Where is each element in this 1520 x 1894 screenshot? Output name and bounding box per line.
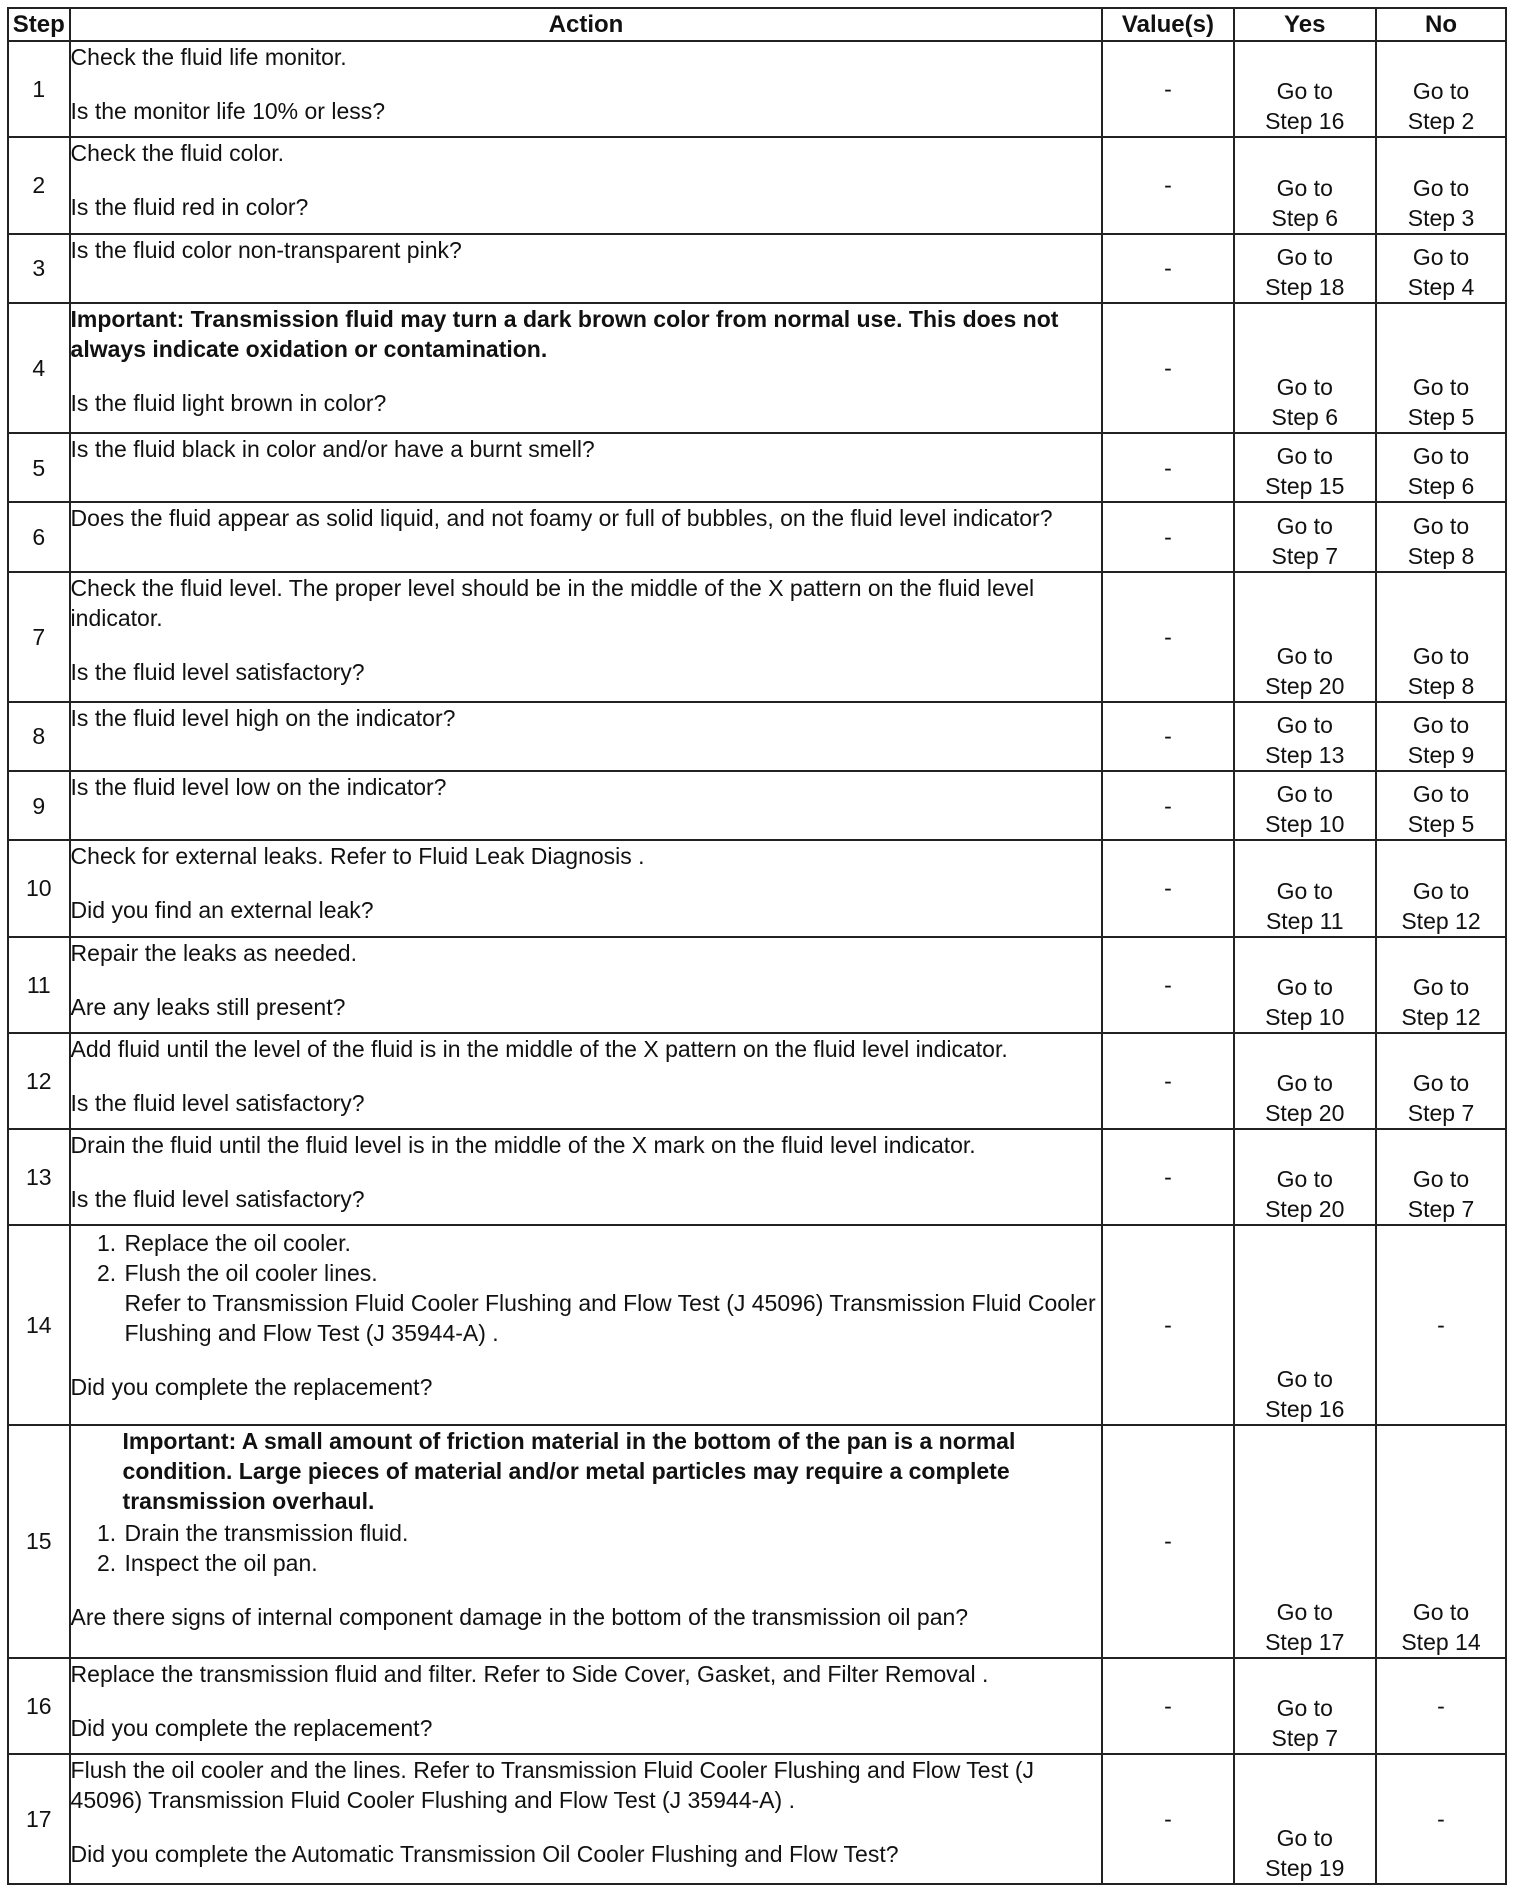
no-cell: - [1376, 1658, 1506, 1754]
no-cell [1376, 1425, 1506, 1658]
action-question: Is the fluid light brown in color? [70, 389, 387, 416]
action-question: Did you find an external leak? [70, 897, 374, 924]
yes-step: Step 13 [1265, 741, 1345, 768]
action-cell [70, 1425, 1103, 1658]
yes-cell [1234, 1425, 1377, 1658]
no-goto: Go to [1412, 174, 1470, 201]
action-cell [70, 702, 1103, 771]
yes-step: Step 18 [1265, 273, 1345, 300]
no-step: Step 8 [1407, 542, 1475, 569]
yes-cell [1234, 303, 1377, 433]
action-text: Replace the transmission fluid and filter. Refer to Side Cover, Gasket, and Filter Removal . [70, 1660, 989, 1687]
action-question: Is the fluid red in color? [70, 194, 309, 221]
yes-cell [1234, 433, 1377, 502]
list-note: Refer to Transmission Fluid Cooler Flushing and Flow Test (J 45096) Transmission Fluid Cooler Flushing and Flow Test (J 35944-A) . [124, 1290, 1096, 1347]
action-cell [70, 433, 1103, 502]
value-cell: - [1102, 234, 1233, 303]
yes-step: Step 19 [1265, 1855, 1345, 1881]
table-row [8, 1225, 1506, 1424]
table-row [8, 1425, 1506, 1658]
yes-goto: Go to [1276, 1598, 1333, 1625]
step-number: 17 [8, 1754, 70, 1884]
step-number: 16 [8, 1658, 70, 1754]
no-step: Step 12 [1401, 1003, 1481, 1030]
yes-cell [1234, 572, 1377, 702]
no-goto: Go to [1412, 642, 1470, 669]
action-question: Are there signs of internal component damage in the bottom of the transmission oil pan? [70, 1603, 969, 1630]
no-cell [1376, 502, 1506, 571]
no-goto: Go to [1412, 512, 1470, 539]
action-question: Did you complete the replacement? [70, 1714, 433, 1741]
action-cell [70, 1129, 1103, 1225]
step-number: 8 [8, 702, 70, 771]
step-number: 9 [8, 771, 70, 840]
yes-goto: Go to [1276, 1365, 1333, 1392]
action-cell [70, 1658, 1103, 1754]
action-cell [70, 41, 1103, 137]
step-number: 4 [8, 303, 70, 433]
no-goto: Go to [1412, 781, 1470, 808]
yes-step: Step 20 [1265, 1196, 1345, 1223]
important-note: Important: A small amount of friction material in the bottom of the pan is a normal condition. Large pieces of material and/or metal particles may require a complete transmission overhaul. [122, 1427, 1016, 1514]
action-cell [70, 572, 1103, 702]
action-question: Is the fluid level satisfactory? [70, 1186, 365, 1213]
no-step: Step 6 [1407, 473, 1475, 500]
table-row [8, 572, 1506, 702]
no-cell [1376, 137, 1506, 233]
yes-goto: Go to [1276, 512, 1333, 539]
value-cell: - [1102, 1225, 1233, 1424]
action-question: Did you complete the replacement? [70, 1374, 433, 1401]
no-step: Step 5 [1407, 811, 1475, 838]
step-number: 1 [8, 41, 70, 137]
header-yes: Yes [1234, 8, 1377, 41]
value-cell: - [1102, 1425, 1233, 1658]
no-goto: Go to [1412, 243, 1470, 270]
no-goto: Go to [1412, 877, 1470, 904]
step-number: 10 [8, 840, 70, 936]
header-row [8, 8, 1506, 41]
no-goto: Go to [1412, 373, 1470, 400]
no-step: Step 4 [1407, 273, 1475, 300]
yes-cell [1234, 502, 1377, 571]
action-question: Is the fluid level low on the indicator? [70, 773, 447, 800]
action-text: Check for external leaks. Refer to Fluid Leak Diagnosis . [70, 843, 645, 870]
action-question: Does the fluid appear as solid liquid, and not foamy or full of bubbles, on the fluid level indicator? [70, 505, 1053, 532]
yes-step: Step 20 [1265, 1100, 1345, 1127]
step-number: 14 [8, 1225, 70, 1424]
yes-cell [1234, 41, 1377, 137]
no-goto: Go to [1412, 973, 1470, 1000]
no-step: Step 7 [1407, 1196, 1475, 1223]
value-cell: - [1102, 771, 1233, 840]
yes-step: Step 15 [1265, 473, 1345, 500]
yes-cell [1234, 1754, 1377, 1884]
table-row [8, 433, 1506, 502]
action-question: Is the fluid level high on the indicator? [70, 704, 456, 731]
no-cell [1376, 572, 1506, 702]
yes-step: Step 10 [1265, 811, 1345, 838]
no-step: Step 3 [1407, 204, 1475, 231]
yes-step: Step 16 [1265, 1395, 1345, 1422]
table-row [8, 702, 1506, 771]
no-goto: Go to [1412, 1598, 1470, 1625]
action-text: Add fluid until the level of the fluid is in the middle of the X pattern on the fluid level indicator. [70, 1035, 1008, 1062]
yes-step: Step 6 [1271, 204, 1338, 231]
yes-step: Step 6 [1271, 403, 1338, 430]
no-goto: Go to [1412, 1070, 1470, 1097]
no-cell [1376, 234, 1506, 303]
action-question: Did you complete the Automatic Transmission Oil Cooler Flushing and Flow Test? [70, 1840, 899, 1867]
no-goto: Go to [1412, 1166, 1470, 1193]
value-cell: - [1102, 433, 1233, 502]
action-cell [70, 937, 1103, 1033]
value-cell: - [1102, 41, 1233, 137]
table-row [8, 234, 1506, 303]
table-row [8, 1033, 1506, 1129]
action-cell [70, 1033, 1103, 1129]
action-question: Are any leaks still present? [70, 993, 346, 1020]
no-cell [1376, 1033, 1506, 1129]
no-cell [1376, 702, 1506, 771]
table-row [8, 1754, 1506, 1884]
yes-cell [1234, 234, 1377, 303]
no-step: Step 12 [1401, 907, 1481, 934]
no-goto: Go to [1412, 443, 1470, 470]
yes-step: Step 17 [1265, 1628, 1345, 1655]
yes-goto: Go to [1276, 1825, 1333, 1851]
table-row [8, 303, 1506, 433]
no-cell [1376, 771, 1506, 840]
table-row [8, 502, 1506, 571]
yes-step: Step 20 [1265, 672, 1345, 699]
step-number: 13 [8, 1129, 70, 1225]
yes-goto: Go to [1276, 373, 1333, 400]
yes-cell [1234, 1129, 1377, 1225]
yes-step: Step 10 [1265, 1003, 1345, 1030]
action-cell [70, 1754, 1103, 1884]
no-goto: Go to [1412, 78, 1470, 105]
table-row [8, 41, 1506, 137]
no-cell [1376, 1129, 1506, 1225]
header-values: Value(s) [1102, 8, 1233, 41]
table-row [8, 1658, 1506, 1754]
step-number: 15 [8, 1425, 70, 1658]
action-cell [70, 137, 1103, 233]
list-item-text: Flush the oil cooler lines. [124, 1260, 378, 1287]
action-cell [70, 234, 1103, 303]
value-cell: - [1102, 1129, 1233, 1225]
value-cell: - [1102, 1658, 1233, 1754]
table-row [8, 1129, 1506, 1225]
action-text: Flush the oil cooler and the lines. Refer to Transmission Fluid Cooler Flushing and Flow Test (J 45096) Transmission Fluid Cooler Flushing and Flow Test (J 35944-A) . [70, 1756, 1035, 1813]
yes-cell [1234, 1225, 1377, 1424]
no-cell [1376, 840, 1506, 936]
yes-goto: Go to [1276, 1070, 1333, 1097]
yes-goto: Go to [1276, 973, 1333, 1000]
value-cell: - [1102, 840, 1233, 936]
numbered-list [71, 1518, 1102, 1578]
yes-goto: Go to [1276, 243, 1333, 270]
yes-goto: Go to [1276, 711, 1333, 738]
header-step: Step [8, 8, 70, 41]
yes-goto: Go to [1276, 642, 1333, 669]
action-text: Check the fluid life monitor. [70, 44, 347, 70]
value-cell: - [1102, 572, 1233, 702]
yes-step: Step 16 [1265, 108, 1345, 135]
header-no: No [1376, 8, 1506, 41]
numbered-list [71, 1228, 1102, 1348]
no-step: Step 8 [1407, 672, 1475, 699]
yes-goto: Go to [1276, 1694, 1333, 1721]
header-action: Action [70, 8, 1103, 41]
no-step: Step 7 [1407, 1100, 1475, 1127]
value-cell: - [1102, 137, 1233, 233]
no-cell: - [1376, 1225, 1506, 1424]
diagnostic-table [7, 7, 1507, 1885]
yes-goto: Go to [1276, 443, 1333, 470]
no-step: Step 9 [1407, 741, 1475, 768]
action-question: Is the fluid black in color and/or have a burnt smell? [70, 435, 595, 462]
yes-cell [1234, 771, 1377, 840]
action-cell [70, 1225, 1103, 1424]
yes-goto: Go to [1276, 877, 1333, 904]
no-cell [1376, 433, 1506, 502]
no-cell: - [1376, 1754, 1506, 1884]
table-row [8, 137, 1506, 233]
no-step: Step 2 [1407, 108, 1475, 135]
step-number: 12 [8, 1033, 70, 1129]
action-cell [70, 840, 1103, 936]
yes-step: Step 7 [1271, 1724, 1338, 1751]
action-question: Is the fluid level satisfactory? [70, 658, 365, 685]
yes-goto: Go to [1276, 174, 1333, 201]
value-cell: - [1102, 303, 1233, 433]
step-number: 2 [8, 137, 70, 233]
value-cell: - [1102, 1033, 1233, 1129]
step-number: 7 [8, 572, 70, 702]
yes-cell [1234, 137, 1377, 233]
action-text: Repair the leaks as needed. [70, 939, 357, 966]
yes-step: Step 11 [1265, 907, 1344, 934]
value-cell: - [1102, 1754, 1233, 1884]
no-goto: Go to [1412, 711, 1470, 738]
step-number: 6 [8, 502, 70, 571]
list-item: 1. Replace the oil cooler. [123, 1228, 1102, 1258]
no-cell [1376, 937, 1506, 1033]
step-number: 11 [8, 937, 70, 1033]
yes-cell [1234, 702, 1377, 771]
yes-goto: Go to [1276, 781, 1333, 808]
action-text: Check the fluid level. The proper level should be in the middle of the X pattern on the fluid level indicator. [70, 574, 1035, 631]
step-number: 3 [8, 234, 70, 303]
value-cell: - [1102, 702, 1233, 771]
no-cell [1376, 41, 1506, 137]
no-step: Step 5 [1407, 403, 1475, 430]
list-item: 2. Inspect the oil pan. [123, 1548, 1102, 1578]
value-cell: - [1102, 937, 1233, 1033]
action-text: Drain the fluid until the fluid level is in the middle of the X mark on the fluid level indicator. [70, 1132, 976, 1159]
table-row [8, 771, 1506, 840]
action-question: Is the fluid level satisfactory? [70, 1089, 365, 1116]
action-question: Is the monitor life 10% or less? [70, 98, 386, 124]
value-cell: - [1102, 502, 1233, 571]
list-item: 1. Drain the transmission fluid. [123, 1518, 1102, 1548]
action-question: Is the fluid color non-transparent pink? [70, 236, 462, 263]
no-cell [1376, 303, 1506, 433]
yes-cell [1234, 840, 1377, 936]
yes-cell [1234, 1033, 1377, 1129]
yes-step: Step 7 [1271, 542, 1338, 569]
yes-goto: Go to [1276, 78, 1333, 105]
no-step: Step 14 [1401, 1628, 1481, 1655]
action-cell [70, 771, 1103, 840]
list-item [123, 1258, 1102, 1348]
action-cell [70, 303, 1103, 433]
table-row [8, 840, 1506, 936]
action-text: Check the fluid color. [70, 140, 285, 167]
action-cell [70, 502, 1103, 571]
yes-cell [1234, 937, 1377, 1033]
yes-cell [1234, 1658, 1377, 1754]
yes-goto: Go to [1276, 1166, 1333, 1193]
table-row [8, 937, 1506, 1033]
important-note: Important: Transmission fluid may turn a dark brown color from normal use. This does not always indicate oxidation or contamination. [70, 305, 1059, 362]
step-number: 5 [8, 433, 70, 502]
